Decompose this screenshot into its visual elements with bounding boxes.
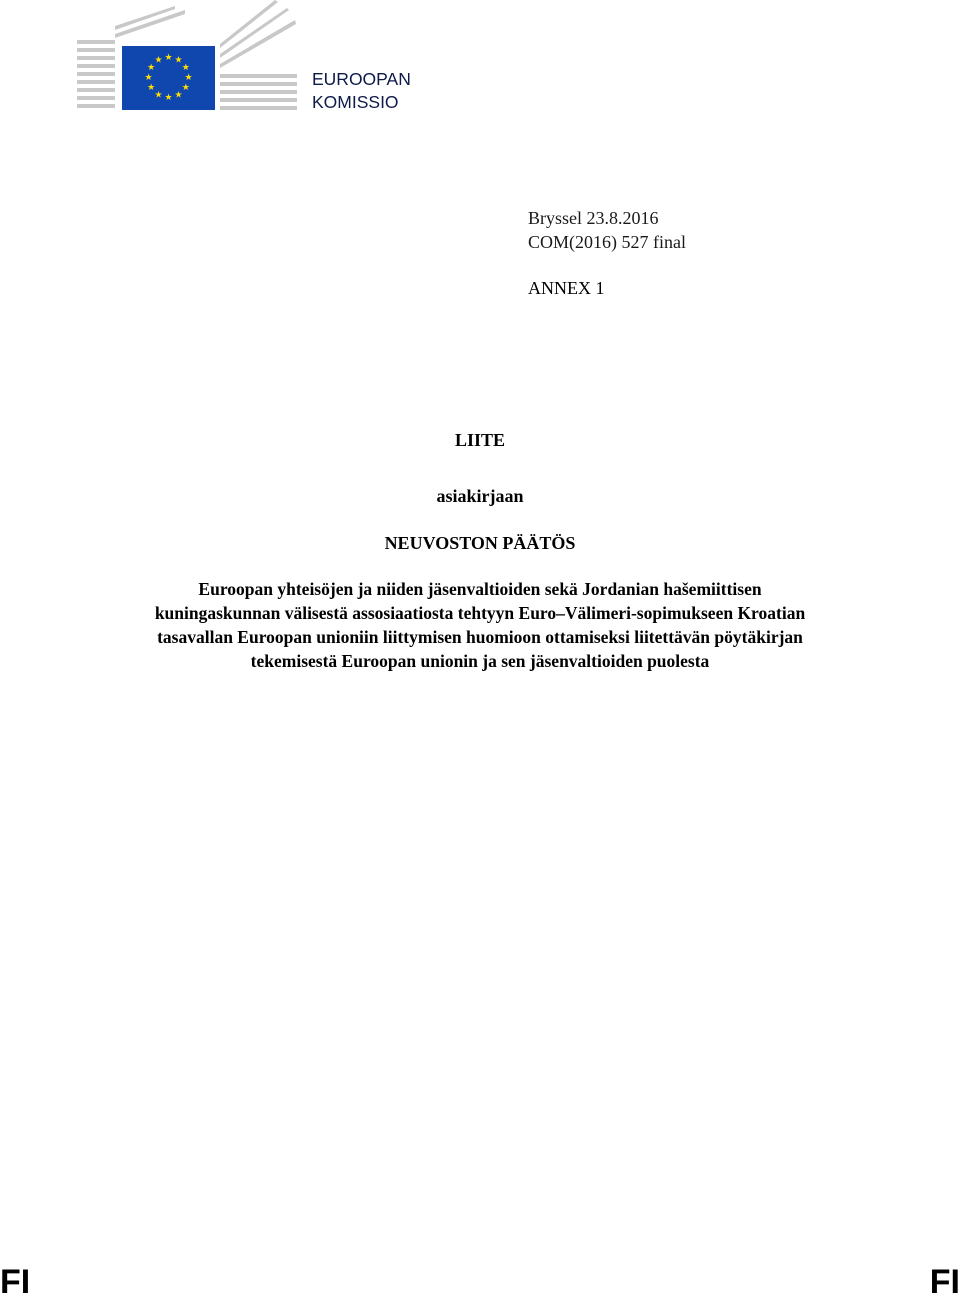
language-code-left: FI bbox=[0, 1263, 31, 1301]
organisation-name-line1: EUROOPAN bbox=[312, 69, 411, 89]
svg-text:★: ★ bbox=[147, 63, 156, 73]
title-line: tasavallan Euroopan unioniin liittymisen huomioon ottamiseksi liitettävän pöytäkirjan bbox=[157, 627, 803, 647]
language-code-right: FI bbox=[929, 1263, 960, 1301]
svg-text:★: ★ bbox=[164, 53, 173, 63]
relation-heading: asiakirjaan bbox=[436, 486, 524, 506]
annex-label: ANNEX 1 bbox=[528, 278, 605, 298]
document-meta bbox=[528, 206, 686, 254]
document-type-heading: LIITE bbox=[454, 430, 506, 450]
svg-text:★: ★ bbox=[181, 63, 190, 73]
svg-text:★: ★ bbox=[174, 55, 183, 66]
document-reference: COM(2016) 527 final bbox=[528, 232, 686, 252]
svg-text:★: ★ bbox=[154, 55, 163, 66]
organisation-name bbox=[312, 68, 411, 114]
title-line: tekemisestä Euroopan unionin ja sen jäsenvaltioiden puolesta bbox=[250, 651, 710, 671]
act-heading: NEUVOSTON PÄÄTÖS bbox=[384, 533, 576, 553]
title-line: kuningaskunnan välisestä assosiaatiosta tehtyyn Euro–Välimeri-sopimukseen Kroatian bbox=[154, 603, 806, 623]
svg-text:★: ★ bbox=[147, 83, 156, 93]
document-title bbox=[80, 577, 880, 673]
svg-text:★: ★ bbox=[144, 73, 153, 83]
european-commission-logo-icon bbox=[75, 0, 300, 112]
svg-text:★: ★ bbox=[184, 73, 193, 83]
organisation-name-line2: KOMISSIO bbox=[312, 92, 399, 112]
svg-text:★: ★ bbox=[154, 90, 163, 101]
svg-text:★: ★ bbox=[181, 83, 190, 93]
svg-text:★: ★ bbox=[164, 93, 173, 103]
title-line: Euroopan yhteisöjen ja niiden jäsenvaltioiden sekä Jordanian hašemiittisen bbox=[198, 579, 762, 599]
place-date: Bryssel 23.8.2016 bbox=[528, 208, 659, 228]
svg-text:★: ★ bbox=[174, 90, 183, 101]
